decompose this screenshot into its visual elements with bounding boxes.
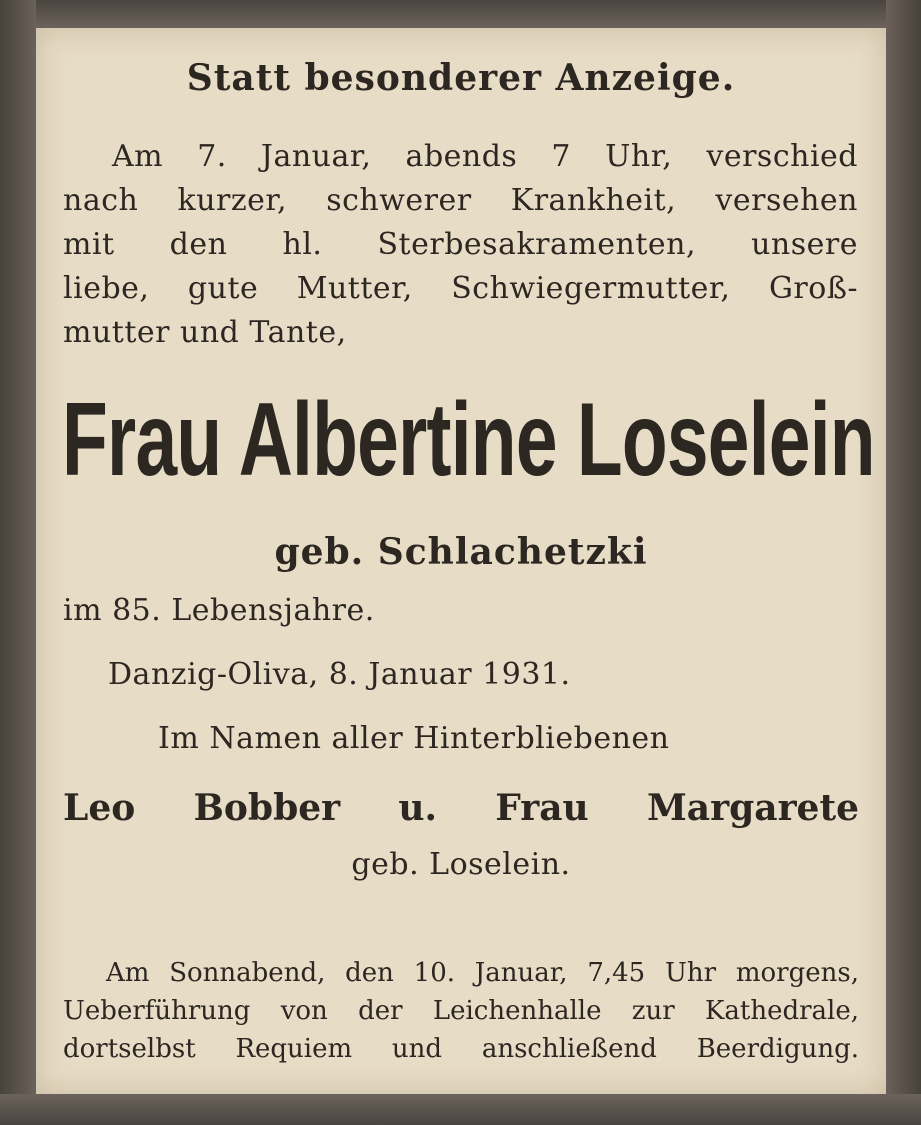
intro-line-2: nach kurzer, schwerer Krankheit, versehen: [63, 183, 858, 218]
adjacent-ad-border-right: [886, 0, 921, 1125]
place-date: Danzig-Oliva, 8. Januar 1931.: [108, 657, 571, 692]
funeral-line-2: Ueberführung von der Leichenhalle zur Kathedrale,: [63, 996, 859, 1026]
intro-line-5: mutter und Tante,: [63, 315, 347, 350]
deceased-name: Frau Albertine Loselein: [62, 382, 875, 498]
adjacent-ad-border-left: [0, 0, 36, 1125]
death-notice: [36, 28, 886, 1094]
on-behalf-line: Im Namen aller Hinterbliebenen: [158, 721, 670, 756]
deceased-maiden-name: geb. Schlachetzki: [274, 531, 648, 573]
adjacent-ad-border-top: [0, 0, 921, 28]
intro-line-1: Am 7. Januar, abends 7 Uhr, verschied: [112, 139, 858, 174]
intro-line-4: liebe, gute Mutter, Schwiegermutter, Groß-: [63, 271, 858, 306]
notice-heading: Statt besonderer Anzeige.: [186, 57, 736, 99]
age-line: im 85. Lebensjahre.: [63, 593, 375, 628]
intro-line-3: mit den hl. Sterbesakramenten, unsere: [63, 227, 858, 262]
adjacent-ad-border-bottom: [0, 1094, 921, 1125]
signers: Leo Bobber u. Frau Margarete: [63, 787, 859, 829]
funeral-line-1: Am Sonnabend, den 10. Januar, 7,45 Uhr morgens,: [106, 958, 859, 988]
funeral-line-3: dortselbst Requiem und anschließend Beerdigung.: [63, 1034, 859, 1064]
signers-maiden-name: geb. Loselein.: [351, 847, 571, 882]
